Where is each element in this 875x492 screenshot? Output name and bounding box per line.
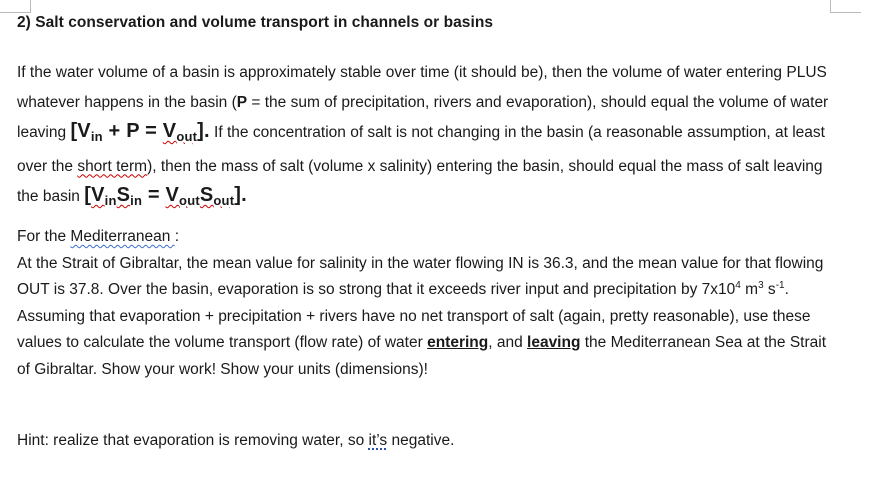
section-heading: 2) Salt conservation and volume transport in channels or basins	[17, 14, 494, 31]
leaving-emphasis: leaving	[527, 334, 581, 351]
grammar-flag-word: Mediterranean	[70, 228, 175, 245]
spellcheck-word: short term	[77, 157, 148, 175]
paragraph-hint: Hint: realize that evaporation is removing water, so it’s negative.	[17, 432, 455, 449]
salt-equation: $[V_{in}S_{in} = V_{out}S_{out}]$.	[84, 184, 247, 208]
p-symbol: P	[236, 93, 248, 111]
grammar-flag-word: it’s	[368, 432, 388, 449]
paragraph-mediterranean: For the Mediterranean : At the Strait of Gibraltar, the mean value for salinity in the water flowing IN is 36.3, and the mean value for that flowing OUT is 37.8. Over the basin, evaporation is so strong that it exceeds river input and precipitation by $7x10^4$ $m^3$ $s^{-1}$. Assuming that evaporation + precipitation + rivers have no net transport of salt (again, pretty reasonable), use these values to calculate the volume transport (flow rate) of water entering, and leaving the Mediterranean Sea at the Strait of Gibraltar. Show your work! Show your units (dimensions)!	[17, 228, 827, 378]
margin-corner-mark	[0, 0, 31, 13]
paragraph-volume-balance: If the water volume of a basin is approximately stable over time (it should be), then the volume of water entering PLUS whatever happens in the basin (P = the sum of precipitation, rivers and evaporation), should equal the volume of water leaving $[V_{in} + P = V_{out}]$. If the concentration of salt is not changing in the basin (a reasonable assumption, at least over the short term), then the mass of salt (volume x salinity) entering the basin, should equal the mass of salt leaving the basin $[V_{in}S_{in} = V_{out}S_{out}]$.	[17, 64, 829, 208]
entering-emphasis: entering	[427, 334, 489, 351]
volume-equation: $[V_{in} + P = V_{out}]$.	[70, 120, 210, 144]
margin-corner-mark	[830, 0, 861, 13]
